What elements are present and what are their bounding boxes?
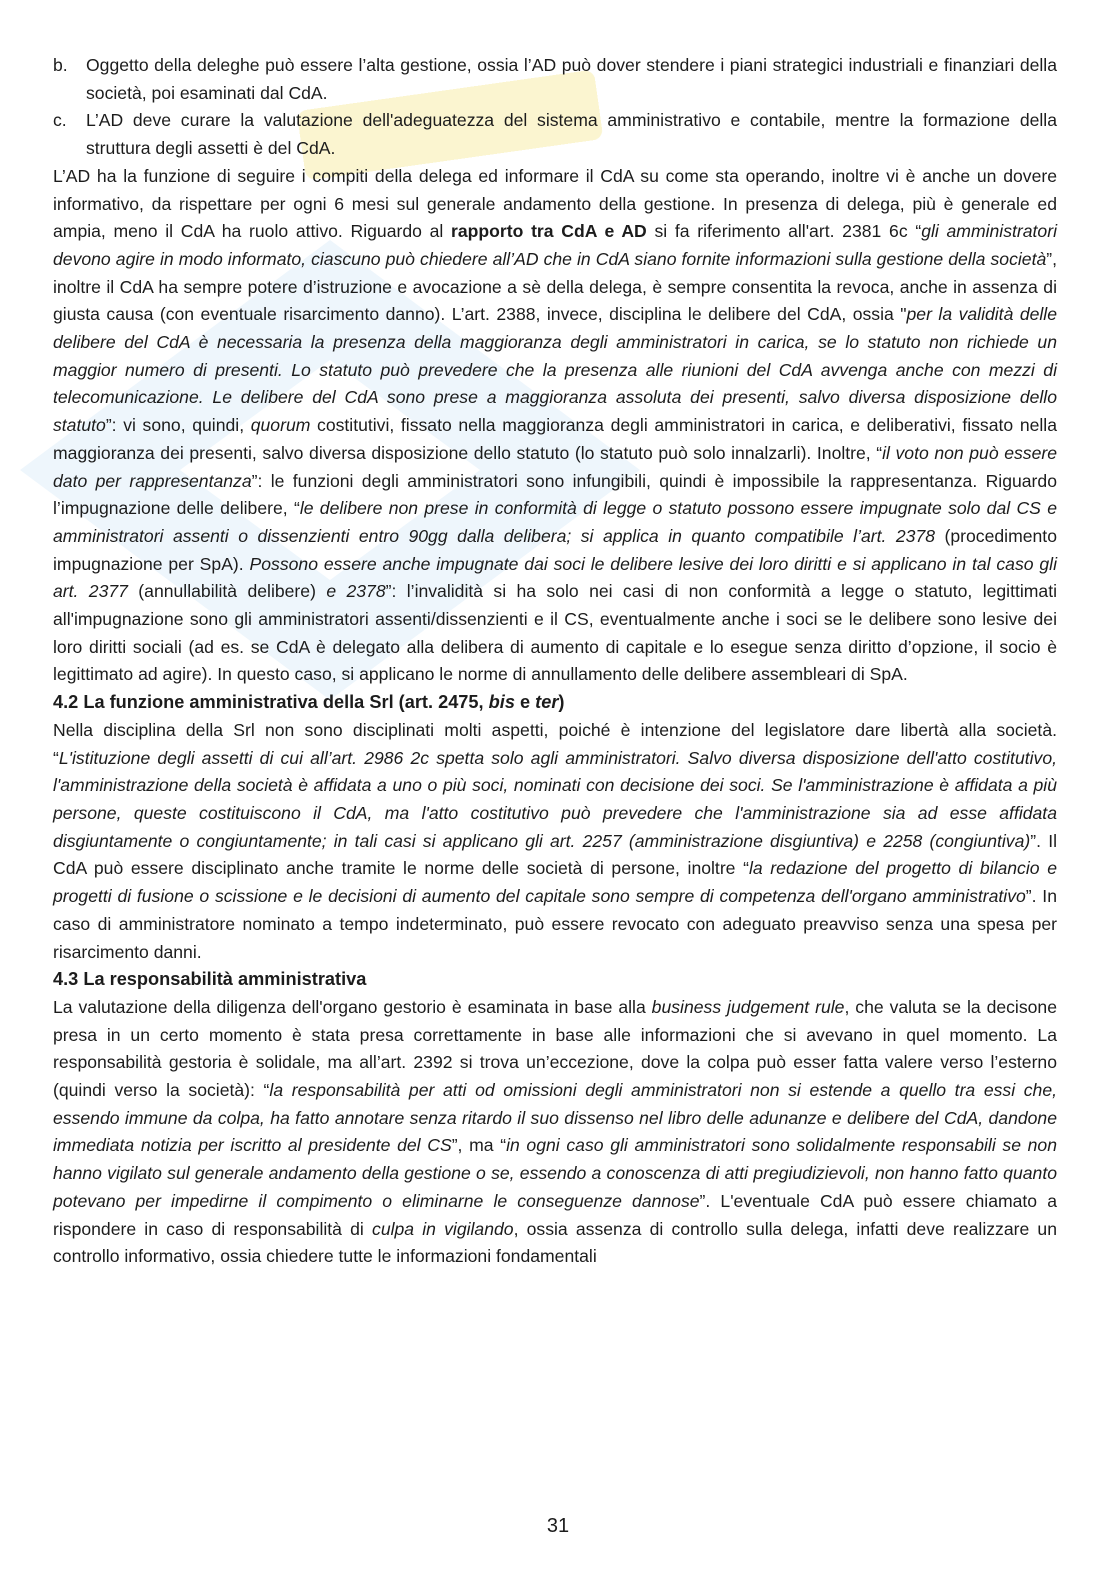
quote: la redazione del progetto di bilancio e progetti di fusione o scissione e le decisioni di aumento del capitale sono sempre di competenza dell'organo amministrativo [53, 858, 1057, 907]
term: culpa in vigilando [372, 1218, 514, 1239]
section-heading-4-2: 4.2 La funzione amministrativa della Srl (art. 2475, bis e ter) [53, 692, 565, 713]
quote: Possono essere anche impugnate dai soci le delibere lesive dei loro diritti e si applicano in tal caso gli art. 2377 [53, 553, 1057, 602]
paragraph-srl: Nella disciplina della Srl non sono disciplinati molti aspetti, poiché è intenzione del legislatore dare libertà alla società. “L'istituzione degli assetti di cui all’art. 2986 2c spetta solo agli amministratori. Salvo diversa disposizione dell'atto costitutivo, l'amministrazione della società è affidata a uno o più soci, nominati con decisione dei soci. Se l'amministrazione è affidata a più persone, queste costituiscono il CdA, ma l'atto costitutivo può prevedere che l'amministrazione sia ad esse affidata disgiuntamente o congiuntamente; in tali casi si applicano gli art. 2257 (amministrazione disgiuntiva) e 2258 (congiuntiva)”. Il CdA può essere disciplinato anche tramite le norme delle società di persone, inoltre “la redazione del progetto di bilancio e progetti di fusione o scissione e le decisioni di aumento del capitale sono sempre di competenza dell'organo amministrativo”. In caso di amministratore nominato a tempo indeterminato, può essere revocato con adeguato preavviso senza una spesa per risarcimento danni. [53, 719, 1057, 962]
list-item-text: Oggetto della deleghe può essere l’alta gestione, ossia l’AD può dover stendere i piani strategici industriali e finanziari della società, poi esaminati dal CdA. [86, 55, 1057, 103]
term: quorum [250, 415, 311, 436]
quote: L'istituzione degli assetti di cui all’art. 2986 2c spetta solo agli amministratori. Salvo diversa disposizione dell'atto costitutivo, l'amministrazione della società è affidata a uno o più soci, nominati con decisione dei soci. Se l'amministrazione è affidata a più persone, queste costituiscono il CdA, ma l'atto costitutivo può prevedere che l'amministrazione sia ad esse affidata disgiuntamente o congiuntamente; in tali casi si applicano gli art. 2257 (amministrazione disgiuntiva) e 2258 (congiuntiva) [53, 747, 1057, 851]
document-body [53, 52, 1057, 1271]
list-marker: c. [53, 110, 67, 131]
quote: la responsabilità per atti od omissioni degli amministratori non si estende a quello tra essi che, essendo immune da colpa, ha fatto annotare senza ritardo il suo dissenso nel libro delle adunanze e delibere del CdA, dandone immediata notizia per iscritto al presidente del CS [53, 1080, 1058, 1156]
list-marker: b. [53, 55, 68, 75]
quote: in ogni caso gli amministratori sono solidalmente responsabili se non hanno vigilato sul generale andamento della gestione o se, essendo a conoscenza di atti pregiudizievoli, non hanno fatto quanto potevano per impedirne il compimento o eliminarne le conseguenze dannose [53, 1135, 1057, 1211]
bold-term: rapporto tra CdA e AD [451, 221, 647, 242]
list-item-text: L’AD deve curare la valutazione dell'adeguatezza del sistema amministrativo e contabile, mentre la formazione della struttura degli assetti è del CdA. [86, 110, 1057, 159]
quote: il voto non può essere dato per rappresentanza [53, 442, 1058, 491]
quote: e 2378 [326, 581, 386, 602]
list-item [53, 52, 1057, 107]
list-item [53, 107, 1057, 162]
paragraph-delega: L’AD ha la funzione di seguire i compiti della delega ed informare il CdA su come sta operando, inoltre vi è anche un dovere informativo, da rispettare per ogni 6 mesi sul generale andamento della gestione. In presenza di delega, più è generale ed ampia, meno il CdA ha ruolo attivo. Riguardo al rapporto tra CdA e AD si fa riferimento all'art. 2381 6c “gli amministratori devono agire in modo informato, ciascuno può chiedere all’AD che in CdA siano fornite informazioni sulla gestione della società”, inoltre il CdA ha sempre potere d’istruzione e avocazione a sè della delega, è sempre consentita la revoca, anche in assenza di giusta causa (con eventuale risarcimento danno). L’art. 2388, invece, disciplina le delibere del CdA, ossia "per la validità delle delibere del CdA è necessaria la presenza della maggioranza degli amministratori in carica, se lo statuto non richiede un maggior numero di presenti. Lo statuto può prevedere che la presenza alle riunioni del CdA avvenga anche con mezzi di telecomunicazione. Le delibere del CdA sono prese a maggioranza assoluta dei presenti, salvo diversa disposizione dello statuto”: vi sono, quindi, quorum costitutivi, fissato nella maggioranza degli amministratori in carica, e deliberativi, fissato nella maggioranza dei presenti, salvo diversa disposizione dello statuto (lo statuto può solo innalzarli). Inoltre, “il voto non può essere dato per rappresentanza”: le funzioni degli amministratori sono infungibili, quindi è impossibile la rappresentanza. Riguardo l’impugnazione delle delibere, “le delibere non prese in conformità di legge o statuto possono essere impugnate solo dal CS e amministratori assenti o dissenzienti entro 90gg dalla delibera; si applica in quanto compatibile l’art. 2378 (procedimento impugnazione per SpA). Possono essere anche impugnate dai soci le delibere lesive dei loro diritti e si applicano in tal caso gli art. 2377 (annullabilità delibere) e 2378”: l’invalidità si ha solo nei casi di non conformità a legge o statuto, legittimati all'impugnazione sono gli amministratori assenti/dissenzienti e il CS, eventualmente anche i soci se le delibere sono lesive dei loro diritti sociali (ad es. se CdA è delegato alla delibera di aumento di capitale e lo esegue senza diritto d’opzione, il socio è legittimato ad agire). In questo caso, si applicano le norme di annullamento delle delibere assembleari di SpA. [53, 165, 1058, 685]
section-heading-4-3: 4.3 La responsabilità amministrativa [53, 969, 367, 990]
quote: per la validità delle delibere del CdA è necessaria la presenza della maggioranza degli amministratori in carica, se lo statuto non richiede un maggior numero di presenti. Lo statuto può prevedere che la presenza alle riunioni del CdA avvenga anche con mezzi di telecomunicazione. Le delibere del CdA sono prese a maggioranza assoluta dei presenti, salvo diversa disposizione dello statuto [53, 304, 1057, 436]
paragraph-responsabilita: La valutazione della diligenza dell'organo gestorio è esaminata in base alla business judgement rule, che valuta se la decisone presa in un certo momento è stata presa correttamente in base alle informazioni che si avevano in quel momento. La responsabilità gestoria è solidale, ma all’art. 2392 si trova un’eccezione, dove la colpa può esser fatta valere verso l’esterno (quindi verso la società): “la responsabilità per atti od omissioni degli amministratori non si estende a quello tra essi che, essendo immune da colpa, ha fatto annotare senza ritardo il suo dissenso nel libro delle adunanze e delibere del CdA, dandone immediata notizia per iscritto al presidente del CS”, ma “in ogni caso gli amministratori sono solidalmente responsabili se non hanno vigilato sul generale andamento della gestione o se, essendo a conoscenza di atti pregiudizievoli, non hanno fatto quanto potevano per impedirne il compimento o eliminarne le conseguenze dannose”. L'eventuale CdA può essere chiamato a rispondere in caso di responsabilità di culpa in vigilando, ossia assenza di controllo sulla delega, infatti deve realizzare un controllo informativo, ossia chiedere tutte le informazioni fondamentali [53, 996, 1058, 1267]
page-number: 31 [546, 1515, 570, 1537]
quote: gli amministratori devono agire in modo informato, ciascuno può chiedere all’AD che in CdA siano fornite informazioni sulla gestione della società [53, 221, 1057, 269]
term: business judgement rule [651, 996, 845, 1017]
quote: le delibere non prese in conformità di legge o statuto possono essere impugnate solo dal CS e amministratori assenti o dissenzienti entro 90gg dalla delibera; si applica in quanto compatibile l’art. 2378 [53, 498, 1057, 546]
